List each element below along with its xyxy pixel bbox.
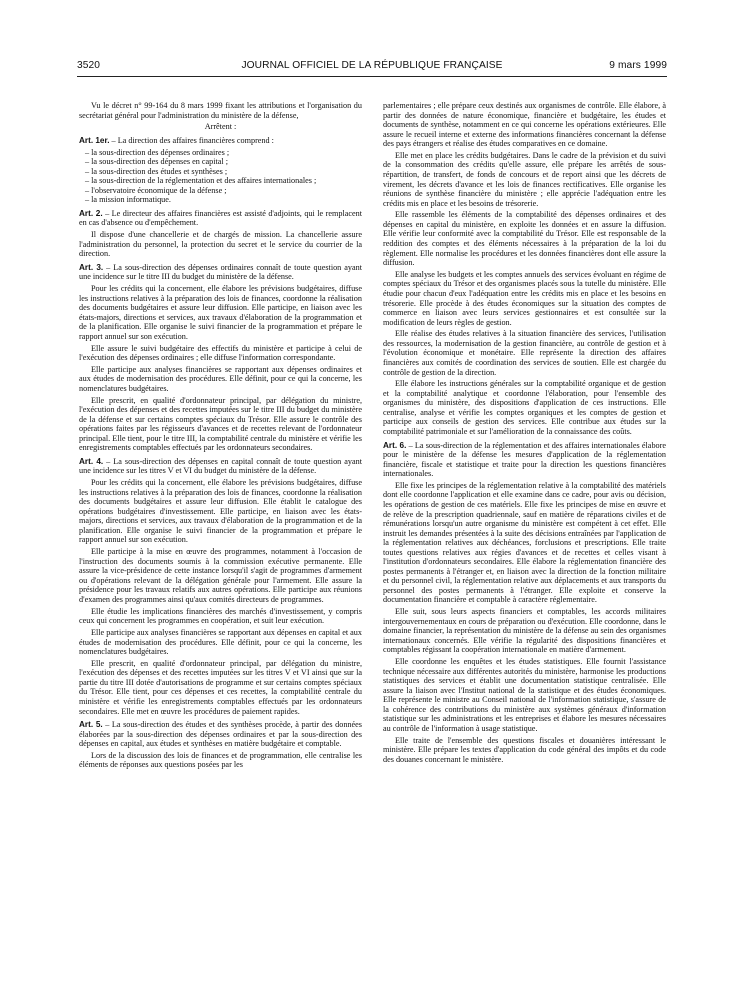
article-3-text: – La sous-direction des dépenses ordinaires connaît de toute question ayant une incidence sur le titre III du budget du ministère de la défense. — [79, 262, 362, 282]
journal-title: JOURNAL OFFICIEL DE LA RÉPUBLIQUE FRANÇAISE — [241, 60, 503, 71]
article-1 — [79, 136, 362, 146]
article-6-text: – La sous-direction de la réglementation et des affaires internationales élabore pour le ministère de la défense les mesures d'application de la réglementation financière, fiscale et statistique et traite pour la direction les questions financières internationales. — [383, 440, 666, 479]
header-rule — [77, 76, 667, 77]
article-4-paragraph: Elle participe aux analyses financières se rapportant aux dépenses en capital et aux études de modernisation des procédures. Elle définit, pour ce qui la concerne, les nomenclatures budgétaires. — [79, 627, 362, 657]
arretent-heading: Arrêtent : — [204, 122, 237, 132]
article-3 — [79, 263, 362, 282]
article-5-paragraph: Elle rassemble les éléments de la comptabilité des dépenses ordinaires et des dépenses en capital du ministère, en exploite les données et en assure la diffusion. Elle vérifie leur conformité avec la comptabilité du Trésor. Elle est responsable de la reddition des comptes et des éléments nécessaires à la préparation de la loi du règlement. Elle normalise les procédures et les données financières dont elle assure la diffusion. — [383, 210, 666, 268]
article-3-paragraph: Elle assure le suivi budgétaire des effectifs du ministère et participe à celui de l'exécution des dépenses ordinaires ; elle diffuse l'information correspondante. — [79, 343, 362, 363]
article-1-label: Art. 1er. — [79, 135, 110, 145]
article-5-paragraph: Elle met en place les crédits budgétaires. Dans le cadre de la prévision et du suivi de la consommation des crédits qu'elle assure, elle prépare les arrêtés de sous-répartition, de transfert, de fonds de concours et de report ainsi que les décrets de virement, les décrets d'avance et les lois de finances rectificatives. Elle organise les réunions de synthèse financière du ministère ; elle apprécie l'adéquation entre les crédits mis en place et les besoins de trésorerie. — [383, 150, 666, 208]
list-item: – la sous-direction des études et synthèses ; — [85, 166, 228, 176]
list-item: – la sous-direction des dépenses ordinaires ; — [85, 147, 230, 157]
article-5-paragraph: Elle élabore les instructions générales sur la comptabilité organique et de gestion et la comptabilité analytique et coordonne l'élaboration, pour l'ensemble des organismes du ministère, des dispositions d'application de ces instructions. Elle centralise, analyse et vérifie les comptes organiques et les comptes de gestion et participe aux conseils de gestion des services. Elle contribue aux études sur la comptabilité patrimoniale et sur l'amélioration de la connaissance des coûts. — [383, 379, 666, 436]
article-2 — [79, 209, 362, 228]
article-5-paragraph: Elle réalise des études relatives à la situation financière des services, l'utilisation des ressources, la modernisation de la gestion financière, au contrôle de gestion et à l'évolution économique et monétaire. Elle représente la direction des affaires financières aux comités de coordination des services de soutien. Elle est chargée du contrôle de gestion de la direction. — [383, 329, 666, 377]
article-6-paragraph: Elle fixe les principes de la réglementation relative à la comptabilité des matériels dont elle coordonne l'application et elle examine dans ce cadre, pour avis ou décision, les opérations de gestion de ces matériels. Elle fixe les principes de mise en œuvre et de relève de la prescription quadriennale, sauf en matière de réparations civiles et de rémunérations lorsqu'un autre organisme du ministère est compétent à cet effet. Elle instruit les demandes présentées à la suite des décisions entraînées par l'application de la réglementation relatives aux déchéances, forclusions et prescriptions. Elle traite toutes questions relatives aux régies d'avances et de recettes et celles visant à l'institution d'ordonnateurs secondaires. Elle élabore la réglementation financière des postes permanents à l'étranger et, en liaison avec la direction de la fonction militaire et du personnel civil, la réglementation relative aux déplacements et aux transports du personnel des postes permanents à l'étranger. Elle exploite et conserve la documentation financière et comptable à caractère réglementaire. — [383, 480, 666, 605]
article-5-paragraph: Elle analyse les budgets et les comptes annuels des services évoluant en régime de comptes spéciaux du Trésor et des organismes placés sous la tutelle du ministère. Elle étudie pour chacun d'eux l'adéquation entre les crédits mis en place et les besoins en trésorerie. Elle procède à des études économiques sur la situation des comptes de commerce en liaison avec leurs services gestionnaires et est consultée sur la modification de leurs règles de gestion. — [383, 269, 666, 327]
article-4-text: – La sous-direction des dépenses en capital connaît de toute question ayant une incidence sur les titres V et VI du budget du ministère de la défense. — [79, 456, 362, 476]
left-column — [79, 101, 362, 772]
article-5-paragraph: Lors de la discussion des lois de finances et de programmation, elle centralise les éléments de réponses aux questions posées par les — [79, 750, 362, 770]
article-2-label: Art. 2. — [79, 208, 103, 218]
article-5 — [79, 720, 362, 749]
intro-paragraph: Vu le décret n° 99-164 du 8 mars 1999 fixant les attributions et l'organisation du secrétariat général pour l'administration du ministère de la défense, — [79, 101, 362, 120]
article-6-paragraph: Elle suit, sous leurs aspects financiers et comptables, les accords militaires intergouvernementaux en cours de préparation ou d'exécution. Elle coordonne, dans le domaine financier, la représentation du ministère de la défense au sein des organismes internationaux concernés. Elle vérifie la régularité des dispositions financières et comptables régissant la coopération internationale en matière d'armement. — [383, 607, 666, 655]
article-5-label: Art. 5. — [79, 720, 103, 730]
article-3-label: Art. 3. — [79, 262, 104, 272]
article-6-paragraph: Elle traite de l'ensemble des questions fiscales et douanières intéressant le ministère. Elle prépare les textes d'application du code général des impôts et du code des douanes concernant le ministère. — [383, 735, 666, 764]
article-4-paragraph: Elle participe à la mise en œuvre des programmes, notamment à l'occasion de l'instruction des documents soumis à la commission exécutive permanente. Elle assure la vice-présidence de cette instance lorsqu'il s'agit de programmes d'armement ou d'opérations relevant de la délégation générale pour l'armement. Elle assure la présidence pour les travaux relatifs aux autres opérations. Elle participe aux réunions d'examen des programmes ainsi qu'aux comités directeurs de programmes. — [79, 547, 362, 604]
issue-date: 9 mars 1999 — [609, 60, 667, 71]
article-2-paragraph: Il dispose d'une chancellerie et de chargés de mission. La chancellerie assure l'administration du personnel, la protection du secret et le service du courrier de la direction. — [79, 230, 362, 259]
list-item: – la sous-direction de la réglementation et des affaires internationales ; — [85, 176, 317, 186]
article-1-text: – La direction des affaires financières comprend : — [109, 135, 274, 145]
article-3-paragraph: Pour les crédits qui la concernent, elle élabore les prévisions budgétaires, diffuse les instructions relatives à la préparation des lois de finances, coordonne la réalisation des documents budgétaires et assure leur diffusion. Elle participe, en liaison avec les états-majors, directions et services, aux travaux d'élaboration de la programmation et de la planification. Elle organise le suivi financier de la programmation et prépare le rapport annuel sur son exécution. — [79, 284, 362, 341]
article-3-paragraph: Elle participe aux analyses financières se rapportant aux dépenses ordinaires et aux études de modernisation des procédures. Elle définit, pour ce qui la concerne, les nomenclatures budgétaires. — [79, 364, 362, 393]
list-item: – la mission informatique. — [85, 195, 171, 205]
page-number: 3520 — [77, 60, 101, 71]
article-6-label: Art. 6. — [383, 440, 407, 450]
article-4-paragraph: Pour les crédits qui la concernent, elle élabore les prévisions budgétaires, diffuse les instructions relatives à la préparation des lois de finances, coordonne la réalisation des documents budgétaires et assure leur diffusion. Elle établit le catalogue des opérations budgétaires d'investissement. Elle participe, en liaison avec les états-majors, directions et services, aux travaux d'élaboration de la programmation et de la planification. Elle organise le suivi financier de la programmation et prépare le rapport annuel sur son exécution. — [79, 478, 362, 545]
article-5-continuation: parlementaires ; elle prépare ceux destinés aux organismes de contrôle. Elle élabore, à partir des données de nature économique, financière et budgétaire, les études et documents de synthèse, notamment en ce qui concerne les opérations extérieures. Elle assure le recueil interne et externe des informations financières concernant la défense des pays étrangers et réalise des études comparatives en ce domaine. — [383, 101, 666, 149]
article-5-text: – La sous-direction des études et des synthèses procède, à partir des données élaborées par la sous-direction des dépenses ordinaires et par la sous-direction des dépenses en capital, aux études et synthèses en matière budgétaire et comptable. — [79, 720, 362, 749]
article-4-paragraph: Elle prescrit, en qualité d'ordonnateur principal, par délégation du ministre, l'exécution des dépenses et des recettes imputées sur les titres V et VI ainsi que sur la partie du titre III dotée d'autorisations de programme et sur certains comptes spéciaux du Trésor. Elle tient, pour ces dépenses et ces recettes, la comptabilité centrale du ministère et vérifie les enregistrements comptables effectués par les ordonnateurs secondaires. Elle met en œuvre les procédures de paiement rapides. — [79, 658, 362, 716]
right-column — [383, 101, 666, 767]
article-3-paragraph: Elle prescrit, en qualité d'ordonnateur principal, par délégation du ministre, l'exécution des dépenses et des recettes imputées sur le titre III du budget du ministère de la défense et sur certains comptes spéciaux du Trésor. Elle assure le contrôle des opérations faites par les régisseurs d'avances et de recettes relevant de l'ordonnateur principal. Elle tient, pour le titre III, la comptabilité centrale du ministère et vérifie les enregistrements comptables effectués par les ordonnateurs secondaires. — [79, 395, 362, 453]
page-header — [77, 60, 667, 76]
article-6 — [383, 441, 666, 479]
list-item: – l'observatoire économique de la défense ; — [85, 185, 227, 195]
article-4-paragraph: Elle étudie les implications financières des marchés d'investissement, y compris ceux qui concernent les programmes en coopération, et suit leur exécution. — [79, 606, 362, 626]
article-4 — [79, 457, 362, 476]
list-item: – la sous-direction des dépenses en capital ; — [85, 157, 229, 167]
article-6-paragraph: Elle coordonne les enquêtes et les études statistiques. Elle fournit l'assistance technique nécessaire aux différentes autorités du ministère, harmonise les productions statistiques des services et établit une documentation statistique centralisée. Elle assure la liaison avec l'Institut national de la statistique et des études économiques. Elle représente le ministre au Conseil national de l'information statistique, s'assure de la cohérence des contributions du ministère aux systèmes généraux d'information statistique sur les administrations et les entreprises et élabore les mesures nécessaires au contrôle de l'information à usage statistique. — [383, 657, 666, 733]
article-4-label: Art. 4. — [79, 456, 104, 466]
article-2-text: – Le directeur des affaires financières est assisté d'adjoints, qui le remplacent en cas d'absence ou d'empêchement. — [79, 208, 362, 228]
